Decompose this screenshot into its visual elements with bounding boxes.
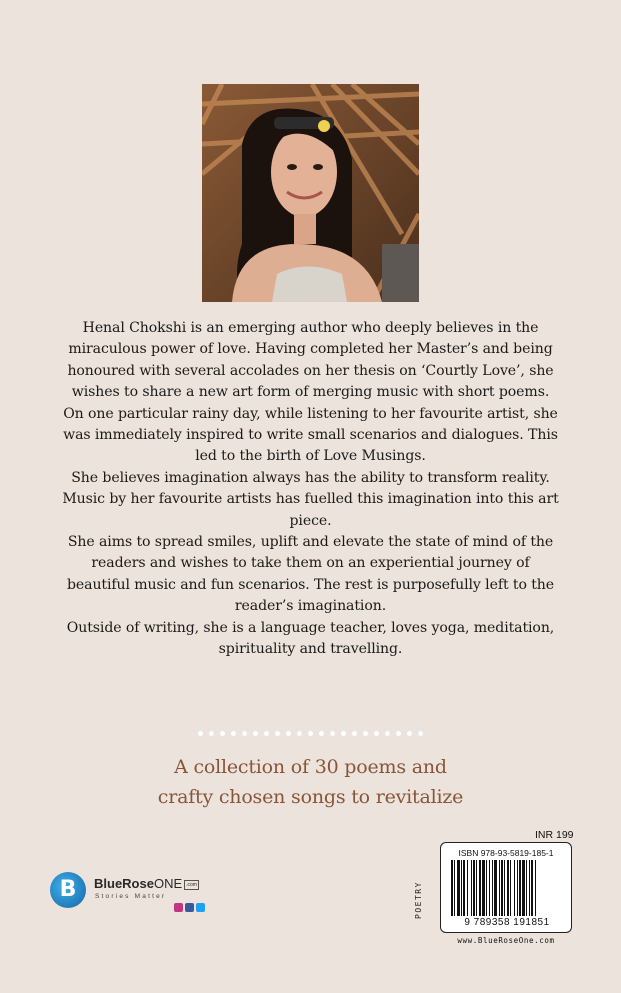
barcode-bar bbox=[510, 860, 511, 916]
publisher-slogan: Stories Matter bbox=[95, 893, 167, 900]
publisher-logo bbox=[50, 870, 220, 918]
barcode-bar bbox=[471, 860, 472, 916]
barcode-bar bbox=[451, 860, 453, 916]
bio-paragraph: Henal Chokshi is an emerging author who deeply believes in the miraculous power of love. Having completed her Master’s and being honoured with several accolades on her thesis on ‘Courtly Love’, she wishes to share a new art form of merging music with short poems. bbox=[67, 320, 554, 401]
dotted-divider bbox=[198, 730, 423, 736]
barcode-bar bbox=[463, 860, 465, 916]
barcode-bar bbox=[457, 860, 460, 916]
barcode-bar bbox=[492, 860, 493, 916]
barcode-bar bbox=[507, 860, 509, 916]
author-portrait-image bbox=[202, 84, 419, 302]
publisher-name-box: .com bbox=[186, 881, 197, 888]
barcode-bar bbox=[535, 860, 536, 916]
tagline-line: crafty chosen songs to revitalize bbox=[157, 786, 464, 808]
publisher-name-rest: ONE bbox=[153, 876, 183, 891]
barcode-image bbox=[451, 860, 563, 916]
barcode-bar bbox=[504, 860, 505, 916]
bio-paragraph: Outside of writing, she is a language teacher, loves yoga, meditation, spirituality and travelling. bbox=[66, 619, 555, 658]
publisher-name-bold: BlueRose bbox=[94, 876, 154, 891]
barcode-bar bbox=[514, 860, 515, 916]
isbn-digits: 9 789358 191851 bbox=[464, 917, 550, 928]
barcode-bar bbox=[529, 860, 530, 916]
genre-label: POETRY bbox=[414, 881, 423, 919]
book-tagline bbox=[60, 752, 561, 812]
publisher-name bbox=[94, 876, 199, 891]
barcode-bar bbox=[531, 860, 533, 916]
barcode-bar bbox=[499, 860, 500, 916]
bio-paragraph: She aims to spread smiles, uplift and elevate the state of mind of the readers and wishes to take them on an experiential journey of beautiful music and fun scenarios. The rest is purposefully left to the reader’s imagination. bbox=[66, 534, 554, 615]
barcode-bar bbox=[467, 860, 468, 916]
barcode-bar bbox=[526, 860, 527, 916]
barcode-bar bbox=[454, 860, 455, 916]
barcode-bar bbox=[479, 860, 481, 916]
barcode-bar bbox=[489, 860, 490, 916]
publisher-website: www.BlueRoseOne.com bbox=[457, 936, 555, 945]
bluerose-logo-icon: B bbox=[50, 872, 86, 908]
instagram-icon bbox=[174, 903, 183, 912]
twitter-icon bbox=[196, 903, 205, 912]
barcode-bar bbox=[501, 860, 503, 916]
author-photo bbox=[202, 84, 419, 302]
barcode-bar bbox=[522, 860, 525, 916]
barcode-bar bbox=[476, 860, 477, 916]
social-icons bbox=[174, 903, 205, 912]
barcode-bar bbox=[482, 860, 485, 916]
bio-paragraph: She believes imagination always has the ability to transform reality. Music by her favourite artists has fuelled this imagination into this art piece. bbox=[62, 469, 559, 529]
barcode-bar bbox=[473, 860, 475, 916]
barcode-bar bbox=[494, 860, 497, 916]
bio-paragraph: On one particular rainy day, while listening to her favourite artist, she was immediately inspired to write small scenarios and dialogues. This led to the birth of Love Musings. bbox=[63, 405, 558, 465]
barcode-bar bbox=[517, 860, 518, 916]
facebook-icon bbox=[185, 903, 194, 912]
author-bio bbox=[62, 318, 559, 661]
tagline-line: A collection of 30 poems and bbox=[174, 756, 447, 778]
book-price: INR 199 bbox=[535, 829, 574, 841]
barcode-bar bbox=[461, 860, 462, 916]
isbn-barcode-box bbox=[440, 842, 572, 933]
barcode-bar bbox=[519, 860, 521, 916]
barcode-bar bbox=[486, 860, 487, 916]
isbn-label: ISBN 978-93-5819-185-1 bbox=[458, 848, 554, 858]
